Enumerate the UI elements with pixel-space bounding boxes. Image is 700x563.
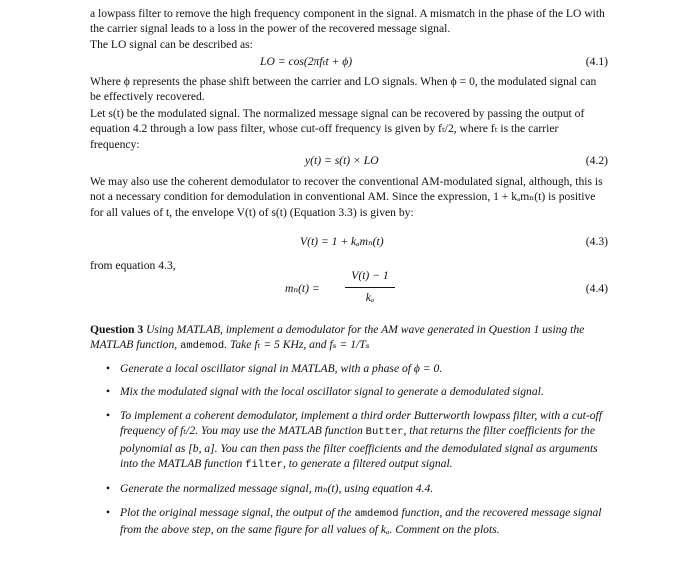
intro-paragraph xyxy=(90,6,610,52)
amdemod-code: amdemod xyxy=(354,507,399,520)
equation-number: (4.3) xyxy=(585,235,608,248)
equation-number: (4.2) xyxy=(585,154,608,167)
fraction-bar xyxy=(345,287,395,288)
butter-code: Butter xyxy=(365,426,404,439)
question-3-paragraph xyxy=(90,322,610,355)
equation-expression: V(t) = 1 + kₐmₙ(t) xyxy=(300,235,384,248)
task-item xyxy=(110,505,615,538)
coherent-paragraph: We may also use the coherent demodulator to recover the conventional AM-modulated signal, although, this is not a necessary condition for demodulation in conventional AM. Since the expression, 1 + kₐmₙ(t) is positive for all values of t, the envelope V(t) of s(t) (Equation 3.3) is given by: xyxy=(90,175,603,219)
phase-paragraph: Where ϕ represents the phase shift between the carrier and LO signals. When ϕ = 0, the modulated signal can be effectively recovered. xyxy=(90,75,597,104)
equation-4-1 xyxy=(90,54,608,72)
question-text-tail: . Take fₜ = 5 KHz, and fₛ = 1/Tₛ xyxy=(224,338,370,352)
from-equation-text: from equation 4.3, xyxy=(90,259,176,272)
fraction-denominator: kₐ xyxy=(365,291,375,304)
task-text: function, and the recovered message signal from the above step, on the same figure for all values of kₐ. Comment on the plots. xyxy=(120,505,602,537)
lowpass-paragraph: Let s(t) be the modulated signal. The normalized message signal can be recovered by passing the output of equation 4.2 through a low pass filter, whose cut-off frequency is given by fₜ/2, where fₜ is the carrier frequency: xyxy=(90,107,585,151)
question-label: Question 3 xyxy=(90,323,144,336)
equation-expression: y(t) = s(t) × LO xyxy=(305,154,379,167)
equation-4-2 xyxy=(90,153,608,171)
task-item xyxy=(110,481,615,496)
task-text: , that returns the filter coefficients for the polynomial as [b, a]. You can then pass the filter coefficients and the demodulated signal as arguments into the MATLAB function xyxy=(120,424,598,471)
task-text: Generate the normalized message signal, mₙ(t), using equation 4.4. xyxy=(120,482,434,496)
task-text: , to generate a filtered output signal. xyxy=(282,457,453,471)
equation-4-3 xyxy=(90,234,608,252)
intro-text: a lowpass filter to remove the high frequency component in the signal. A mismatch in the phase of the LO with the carrier signal leads to a loss in the power of the recovered message signal. xyxy=(90,7,605,36)
amdemod-code: amdemod xyxy=(180,340,225,353)
task-text: Generate a local oscillator signal in MATLAB, with a phase of ϕ = 0. xyxy=(120,362,443,375)
task-text: Plot the original message signal, the output of the xyxy=(120,505,352,519)
fraction-numerator: V(t) − 1 xyxy=(351,269,389,282)
task-item xyxy=(110,361,615,376)
task-item xyxy=(110,384,615,399)
equation-lhs: mₙ(t) = xyxy=(285,282,320,295)
equation-4-4 xyxy=(90,268,608,312)
equation-number: (4.1) xyxy=(585,55,608,68)
lo-description-text: The LO signal can be described as: xyxy=(90,37,253,51)
question-text: Using MATLAB, implement a demodulator for the AM wave generated in Question 1 using the MATLAB function, xyxy=(90,323,585,352)
task-text: To implement a coherent demodulator, implement a third order Butterworth lowpass filter, with a cut-off frequency of fₜ/2. You may use the MATLAB function xyxy=(120,408,602,438)
task-text: Mix the modulated signal with the local oscillator signal to generate a demodulated signal. xyxy=(120,385,544,399)
task-list xyxy=(110,361,615,538)
equation-expression: LO = cos(2πfₜt + ϕ) xyxy=(260,55,353,68)
filter-code: filter xyxy=(245,459,283,472)
equation-number: (4.4) xyxy=(585,282,608,295)
task-item xyxy=(110,408,615,474)
